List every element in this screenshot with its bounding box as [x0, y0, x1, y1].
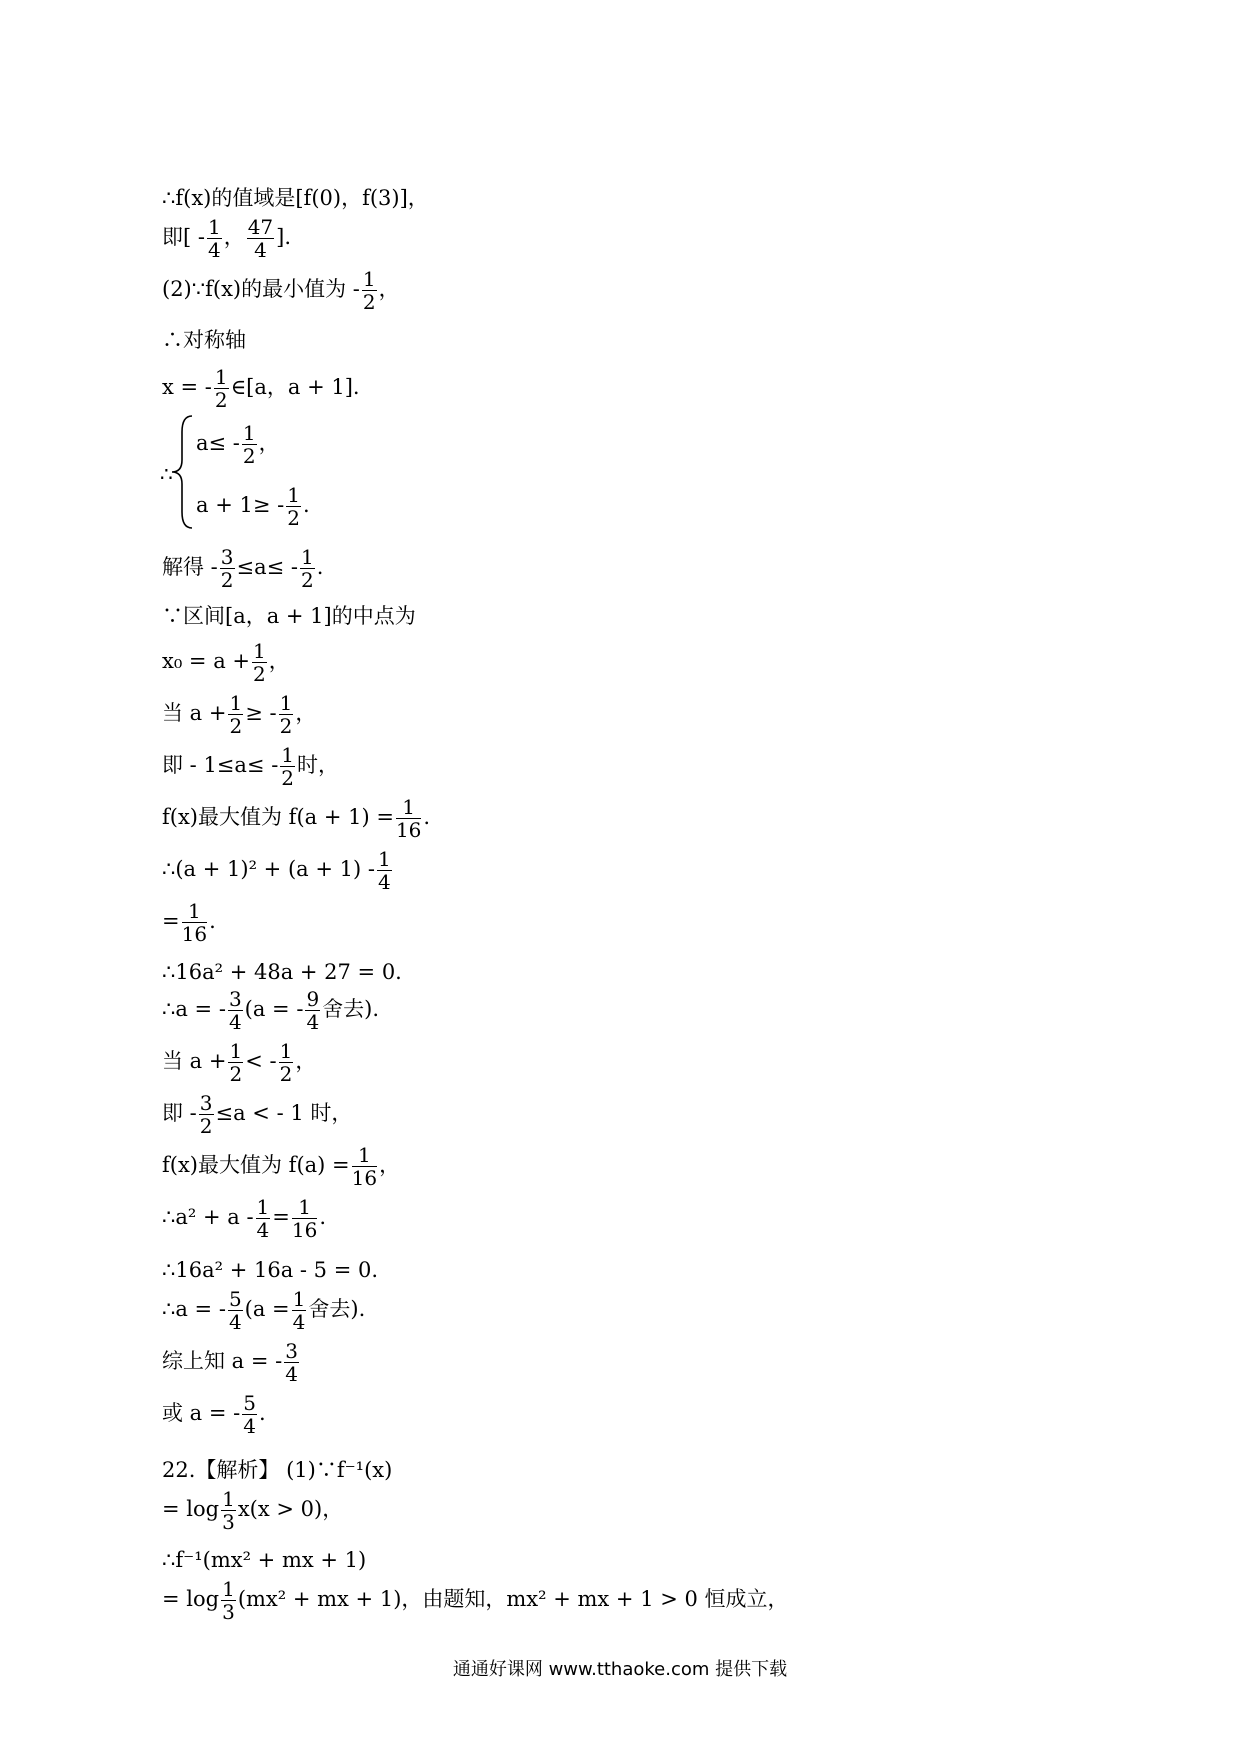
line-case1-eq: ∴(a + 1)² + (a + 1) - $\frac{1}{4}$	[162, 847, 391, 894]
fraction: $\frac{1}{2}$	[253, 639, 266, 686]
line-case2-eq: ∴a² + a - $\frac{1}{4}$ = $\frac{1}{16}$ .	[162, 1195, 327, 1242]
fraction: $\frac{1}{2}$	[281, 743, 295, 790]
fraction: $\frac{1}{2}$	[214, 365, 228, 412]
line-case1: 当 a + $\frac{1}{2}$ ≥ - $\frac{1}{2}$ ，	[162, 691, 317, 738]
fraction: $\frac{1}{4}$	[292, 1287, 306, 1334]
line-log-2: = log $\frac{1}{3}$ (mx² + mx + 1)，由题知，mx² + mx + 1 > 0 恒成立，	[162, 1577, 789, 1624]
fraction: $\frac{5}{4}$	[228, 1287, 242, 1334]
fraction: $\frac{1}{4}$	[207, 215, 221, 262]
fraction: $\frac{1}{2}$	[242, 421, 256, 468]
fraction: $\frac{1}{2}$	[279, 691, 293, 738]
line-log: = log $\frac{1}{3}$ x(x > 0)，	[162, 1487, 344, 1534]
line-case2-max: f(x)最大值为 f(a) = $\frac{1}{16}$ ，	[162, 1143, 401, 1190]
line-axis-eq: x = - $\frac{1}{2}$ ∈[a，a + 1].	[162, 365, 360, 412]
line-case1-range: 即 - 1≤a≤ - $\frac{1}{2}$ 时，	[162, 743, 340, 790]
line-quadratic-2: ∴16a² + 16a - 5 = 0.	[162, 1258, 378, 1282]
fraction: $\frac{1}{16}$	[291, 1195, 318, 1242]
line-range-value: 即[ - $\frac{1}{4}$ ， $\frac{47}{4}$ ].	[162, 215, 292, 262]
line-range: ∴f(x)的值域是[f(0)，f(3)]，	[162, 186, 429, 210]
fraction: $\frac{1}{2}$	[362, 267, 376, 314]
line-conclusion: 综上知 a = - $\frac{3}{4}$	[162, 1339, 298, 1386]
fraction: $\frac{1}{16}$	[351, 1143, 378, 1190]
line-inverse: ∴f⁻¹(mx² + mx + 1)	[162, 1548, 367, 1572]
fraction: $\frac{1}{16}$	[181, 899, 208, 946]
fraction: $\frac{3}{2}$	[220, 545, 234, 592]
line-case2: 当 a + $\frac{1}{2}$ < - $\frac{1}{2}$ ，	[162, 1039, 317, 1086]
line-problem-22: 22.【解析】 (1)∵f⁻¹(x)	[162, 1458, 393, 1482]
fraction: $\frac{1}{2}$	[229, 691, 243, 738]
line-min-value: (2)∵f(x)的最小值为 - $\frac{1}{2}$ ，	[162, 267, 400, 314]
fraction: $\frac{1}{4}$	[256, 1195, 270, 1242]
inequality-1: a≤ - $\frac{1}{2}$ ，	[196, 421, 280, 468]
fraction: $\frac{1}{2}$	[229, 1039, 243, 1086]
line-solve: 解得 - $\frac{3}{2}$ ≤a≤ - $\frac{1}{2}$ .	[162, 545, 324, 592]
line-x0: x₀ = a + $\frac{1}{2}$ ，	[162, 639, 290, 686]
line-axis: ∴对称轴	[162, 328, 246, 352]
line-case1-max: f(x)最大值为 f(a + 1) = $\frac{1}{16}$ .	[162, 795, 431, 842]
inequality-2: a + 1≥ - $\frac{1}{2}$ .	[196, 483, 310, 530]
fraction: $\frac{3}{4}$	[285, 1339, 298, 1386]
fraction: $\frac{1}{2}$	[287, 483, 300, 530]
fraction: $\frac{5}{4}$	[243, 1391, 256, 1438]
line-case2-solution: ∴a = - $\frac{5}{4}$ (a = $\frac{1}{4}$ 舍去).	[162, 1287, 366, 1334]
fraction: $\frac{1}{3}$	[222, 1577, 235, 1624]
fraction: $\frac{1}{2}$	[279, 1039, 293, 1086]
fraction: $\frac{1}{16}$	[395, 795, 422, 842]
line-conclusion-2: 或 a = - $\frac{5}{4}$ .	[162, 1391, 266, 1438]
page-footer: 通通好课网 www.tthaoke.com 提供下载	[452, 1659, 788, 1680]
line-midpoint: ∵区间[a，a + 1]的中点为	[162, 604, 416, 628]
fraction: $\frac{1}{3}$	[222, 1487, 235, 1534]
fraction: $\frac{3}{2}$	[199, 1091, 213, 1138]
fraction: $\frac{47}{4}$	[247, 215, 274, 262]
line-case2-range: 即 - $\frac{3}{2}$ ≤a < - 1 时，	[162, 1091, 353, 1138]
fraction: $\frac{3}{4}$	[228, 987, 242, 1034]
line-case1-solution: ∴a = - $\frac{3}{4}$ (a = - $\frac{9}{4}$ 舍去).	[162, 987, 380, 1034]
fraction: $\frac{1}{4}$	[377, 847, 391, 894]
therefore-symbol: ∴	[160, 462, 173, 486]
fraction: $\frac{1}{2}$	[301, 545, 314, 592]
line-case1-eq2: = $\frac{1}{16}$ .	[162, 899, 216, 946]
fraction: $\frac{9}{4}$	[306, 987, 320, 1034]
line-quadratic-1: ∴16a² + 48a + 27 = 0.	[162, 960, 402, 984]
